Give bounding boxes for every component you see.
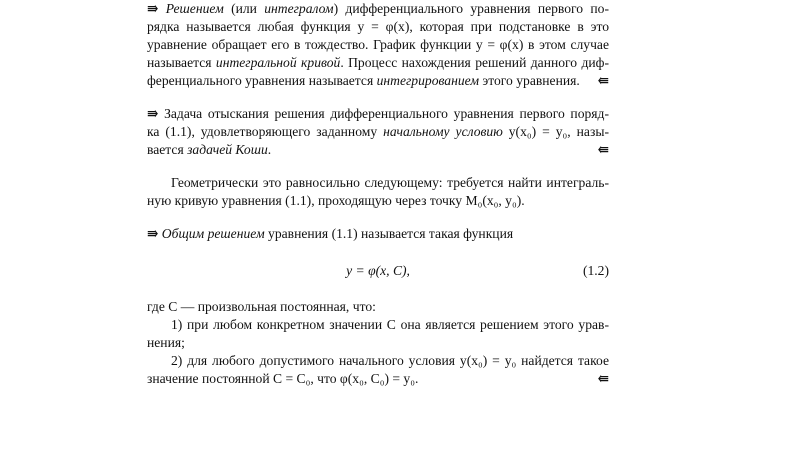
definition-end-arrow-icon: ⇚ <box>597 371 609 386</box>
term-solution: Решением <box>165 1 224 16</box>
def-solution-line-4: называется интегральной кривой. Процесс нахождения решений данного диф- <box>147 55 609 70</box>
equation-1-2 <box>147 262 609 280</box>
def-solution-line-1: ⇛ Решением (или интегралом) дифференциального уравнения первого по- <box>147 1 609 16</box>
term-integral-curve: интегральной кривой <box>215 55 341 70</box>
def-solution-line-5: ференциального уравнения называется интегрированием этого уравнения. ⇚ <box>147 73 609 88</box>
cauchy-line-2: ка (1.1), удовлетворяющего заданному начальному условию y(x₀) = y₀, назы- <box>147 124 609 139</box>
term-integration: интегрированием <box>376 73 480 88</box>
geometric-line-2: ную кривую уравнения (1.1), проходящую через точку M₀(x₀, y₀). <box>147 193 525 208</box>
general-solution-line-6: значение постоянной C = C₀, что φ(x₀, C₀) = y₀. ⇚ <box>147 371 609 386</box>
definition-start-arrow-icon: ⇛ <box>147 106 159 121</box>
geometric-line-1: Геометрически это равносильно следующему: требуется найти интеграль- <box>171 175 609 190</box>
equation-number: (1.2) <box>582 263 609 278</box>
definition-end-arrow-icon: ⇚ <box>597 73 609 88</box>
formula-text: y = φ(x, C), <box>346 263 410 278</box>
general-solution-line-2: где C — произвольная постоянная, что: <box>147 299 376 314</box>
general-solution-line-5: 2) для любого допустимого начального условия y(x₀) = y₀ найдется такое <box>171 353 609 368</box>
term-integral: интегралом <box>264 1 334 16</box>
general-solution-line-3: 1) при любом конкретном значении C она является решением этого урав- <box>171 317 609 332</box>
term-cauchy-problem: задачей Коши <box>187 142 268 157</box>
def-solution-line-3: уравнение обращает его в тождество. График функции y = φ(x) в этом случае <box>147 37 609 52</box>
cauchy-line-1: ⇛ Задача отыскания решения дифференциального уравнения первого поряд- <box>147 106 609 121</box>
definition-start-arrow-icon: ⇛ <box>147 1 159 16</box>
general-solution-line-4: нения; <box>147 335 185 350</box>
general-solution-line-1: ⇛ Общим решением уравнения (1.1) называется такая функция <box>147 226 514 241</box>
def-solution-line-2: рядка называется любая функция y = φ(x), которая при подстановке в это <box>147 19 609 34</box>
definition-end-arrow-icon: ⇚ <box>597 142 609 157</box>
cauchy-line-3: вается задачей Коши. ⇚ <box>147 142 609 157</box>
term-general-solution: Общим решением <box>161 226 265 241</box>
definition-start-arrow-icon: ⇛ <box>147 226 159 241</box>
term-initial-condition: начальному условию <box>383 124 503 139</box>
